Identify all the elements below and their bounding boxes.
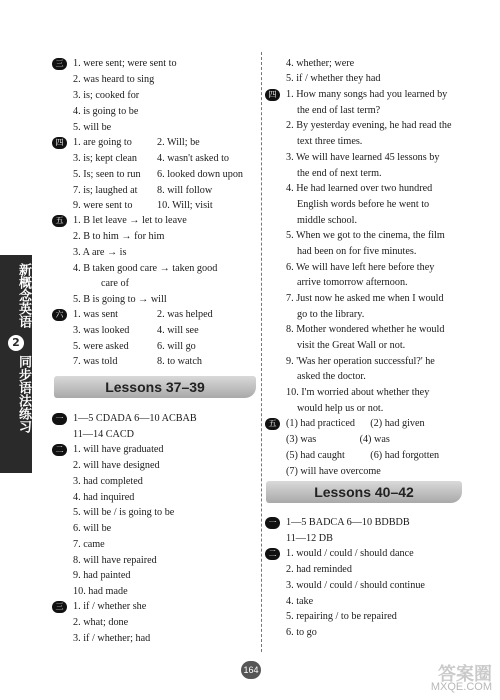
answer-line: arrive tomorrow afternoon. (297, 277, 408, 288)
book-title-top: 新概念英语 (16, 263, 31, 328)
answer-line: 5. will be / is going to be (73, 507, 175, 518)
answer-line: 3. is; kept clean (73, 153, 137, 164)
answer-line: (3) was (4) was (286, 434, 390, 445)
book-title-bottom: 同步语法练习 (16, 355, 31, 433)
answer-line: 5. When we got to the cinema, the film (286, 230, 445, 241)
column-divider (261, 52, 262, 652)
answer-line: would help us or not. (297, 403, 384, 414)
answer-line: go to the library. (297, 309, 365, 320)
answer-line: (5) had caught (6) had forgotten (286, 450, 440, 461)
answer-line: 6. looked down upon (157, 169, 244, 180)
answer-line: 3. would / could / should continue (286, 580, 425, 591)
section-marker-four: 四 (265, 89, 280, 101)
answer-line: 8. will have repaired (73, 555, 157, 566)
answer-line: 5. will be (73, 122, 112, 133)
answer-line: 3. was looked (73, 325, 130, 336)
answer-line: 2. was heard to sing (73, 74, 155, 85)
answer-line: 10. I'm worried about whether they (286, 387, 430, 398)
answer-line: 5. Is; seen to run (73, 169, 141, 180)
answer-line: 2. will have designed (73, 460, 160, 471)
answer-line: 4. will see (157, 325, 199, 336)
answer-line: asked the doctor. (297, 371, 366, 382)
answer-line: 11—12 DB (286, 533, 333, 544)
section-marker-one: 一 (265, 517, 280, 529)
answer-line: 5. repairing / to be repaired (286, 611, 397, 622)
answer-line: 6. will go (157, 341, 196, 352)
answer-line: 6. We will have left here before they (286, 262, 435, 273)
answer-line: visit the Great Wall or not. (297, 340, 406, 351)
section-marker-one: 一 (52, 413, 67, 425)
section-marker-two: 二 (265, 548, 280, 560)
answer-line: 4. wasn't asked to (157, 153, 230, 164)
section-marker-five: 五 (265, 418, 280, 430)
section-marker-two: 二 (52, 444, 67, 456)
answer-line: 3. if / whether; had (73, 633, 151, 644)
answer-line: (1) had practiced (2) had given (286, 418, 425, 429)
answer-line: 7. Just now he asked me when I would (286, 293, 444, 304)
answer-line: 7. was told (73, 356, 118, 367)
watermark-title: 答案圈 (438, 664, 492, 684)
answer-line: 5. were asked (73, 341, 129, 352)
book-sidebar-tab (0, 255, 32, 473)
watermark (430, 664, 492, 694)
answer-line: 3. A are → is (73, 247, 127, 258)
answer-line: 8. will follow (157, 185, 213, 196)
answer-line: 1. B let leave → let to leave (73, 215, 187, 226)
answer-line: 1. would / could / should dance (286, 548, 414, 559)
answer-line: 9. were sent to (73, 200, 133, 211)
answer-line: 4. take (286, 596, 314, 607)
answer-line: 3. is; cooked for (73, 90, 140, 101)
answer-line: 6. will be (73, 523, 112, 534)
section-marker-three: 三 (52, 58, 67, 70)
answer-line: care of (101, 278, 129, 289)
answer-line: 9. 'Was her operation successful?' he (286, 356, 435, 367)
answer-line: 1—5 BADCA 6—10 BDBDB (286, 517, 410, 528)
answer-line: 7. came (73, 539, 105, 550)
answer-line: 4. whether; were (286, 58, 355, 69)
answer-line: 2. had reminded (286, 564, 352, 575)
answer-line: 1—5 CDADA 6—10 ACBAB (73, 413, 197, 424)
lessons-banner-label: Lessons 37–39 (105, 379, 205, 395)
answer-line: 4. He had learned over two hundred (286, 183, 433, 194)
book-volume-number: 2 (8, 335, 24, 351)
answer-line: 2. what; done (73, 617, 129, 628)
page-number: 164 (241, 661, 261, 679)
answer-line: 1. was sent (73, 309, 118, 320)
answer-line: 7. is; laughed at (73, 185, 138, 196)
answer-line: 5. if / whether they had (286, 73, 381, 84)
answer-line: English words before he went to (297, 199, 430, 210)
answer-line: 10. Will; visit (157, 200, 213, 211)
answer-line: 11—14 CACD (73, 429, 135, 440)
section-marker-four: 四 (52, 137, 67, 149)
watermark-url: MXQE.COM (430, 681, 492, 693)
answer-line: 9. had painted (73, 570, 131, 581)
answer-line: 1. if / whether she (73, 601, 147, 612)
lessons-banner-37-39 (54, 376, 256, 398)
answer-line: 3. We will have learned 45 lessons by (286, 152, 440, 163)
answer-line: 4. had inquired (73, 492, 135, 503)
answer-line: 1. How many songs had you learned by (286, 89, 448, 100)
answer-line: 2. Will; be (157, 137, 200, 148)
answer-line: (7) will have overcome (286, 466, 381, 477)
answer-line: 3. had completed (73, 476, 143, 487)
answer-line: text three times. (297, 136, 363, 147)
answer-line: 10. had made (73, 586, 128, 597)
answer-line: the end of last term? (297, 105, 381, 116)
answer-line: middle school. (297, 215, 357, 226)
answer-line: the end of next term. (297, 168, 382, 179)
answer-line: 1. were sent; were sent to (73, 58, 177, 69)
answer-line: 2. B to him → for him (73, 231, 165, 242)
answer-line: 2. was helped (157, 309, 213, 320)
answer-line: 5. B is going to → will (73, 294, 167, 305)
section-marker-five: 五 (52, 215, 67, 227)
answer-line: 6. to go (286, 627, 317, 638)
section-marker-six: 六 (52, 309, 67, 321)
answer-line: 1. are going to (73, 137, 132, 148)
section-marker-three: 三 (52, 601, 67, 613)
lessons-banner-label: Lessons 40–42 (314, 484, 414, 500)
answer-line: 2. By yesterday evening, he had read the (286, 120, 452, 131)
answer-line: 8. Mother wondered whether he would (286, 324, 445, 335)
lessons-banner-40-42 (266, 481, 462, 503)
answer-line: 1. will have graduated (73, 444, 164, 455)
answer-line: 4. B taken good care → taken good (73, 263, 218, 274)
answer-line: 8. to watch (157, 356, 202, 367)
answer-line: 4. is going to be (73, 106, 139, 117)
answer-line: had been on for five minutes. (297, 246, 417, 257)
